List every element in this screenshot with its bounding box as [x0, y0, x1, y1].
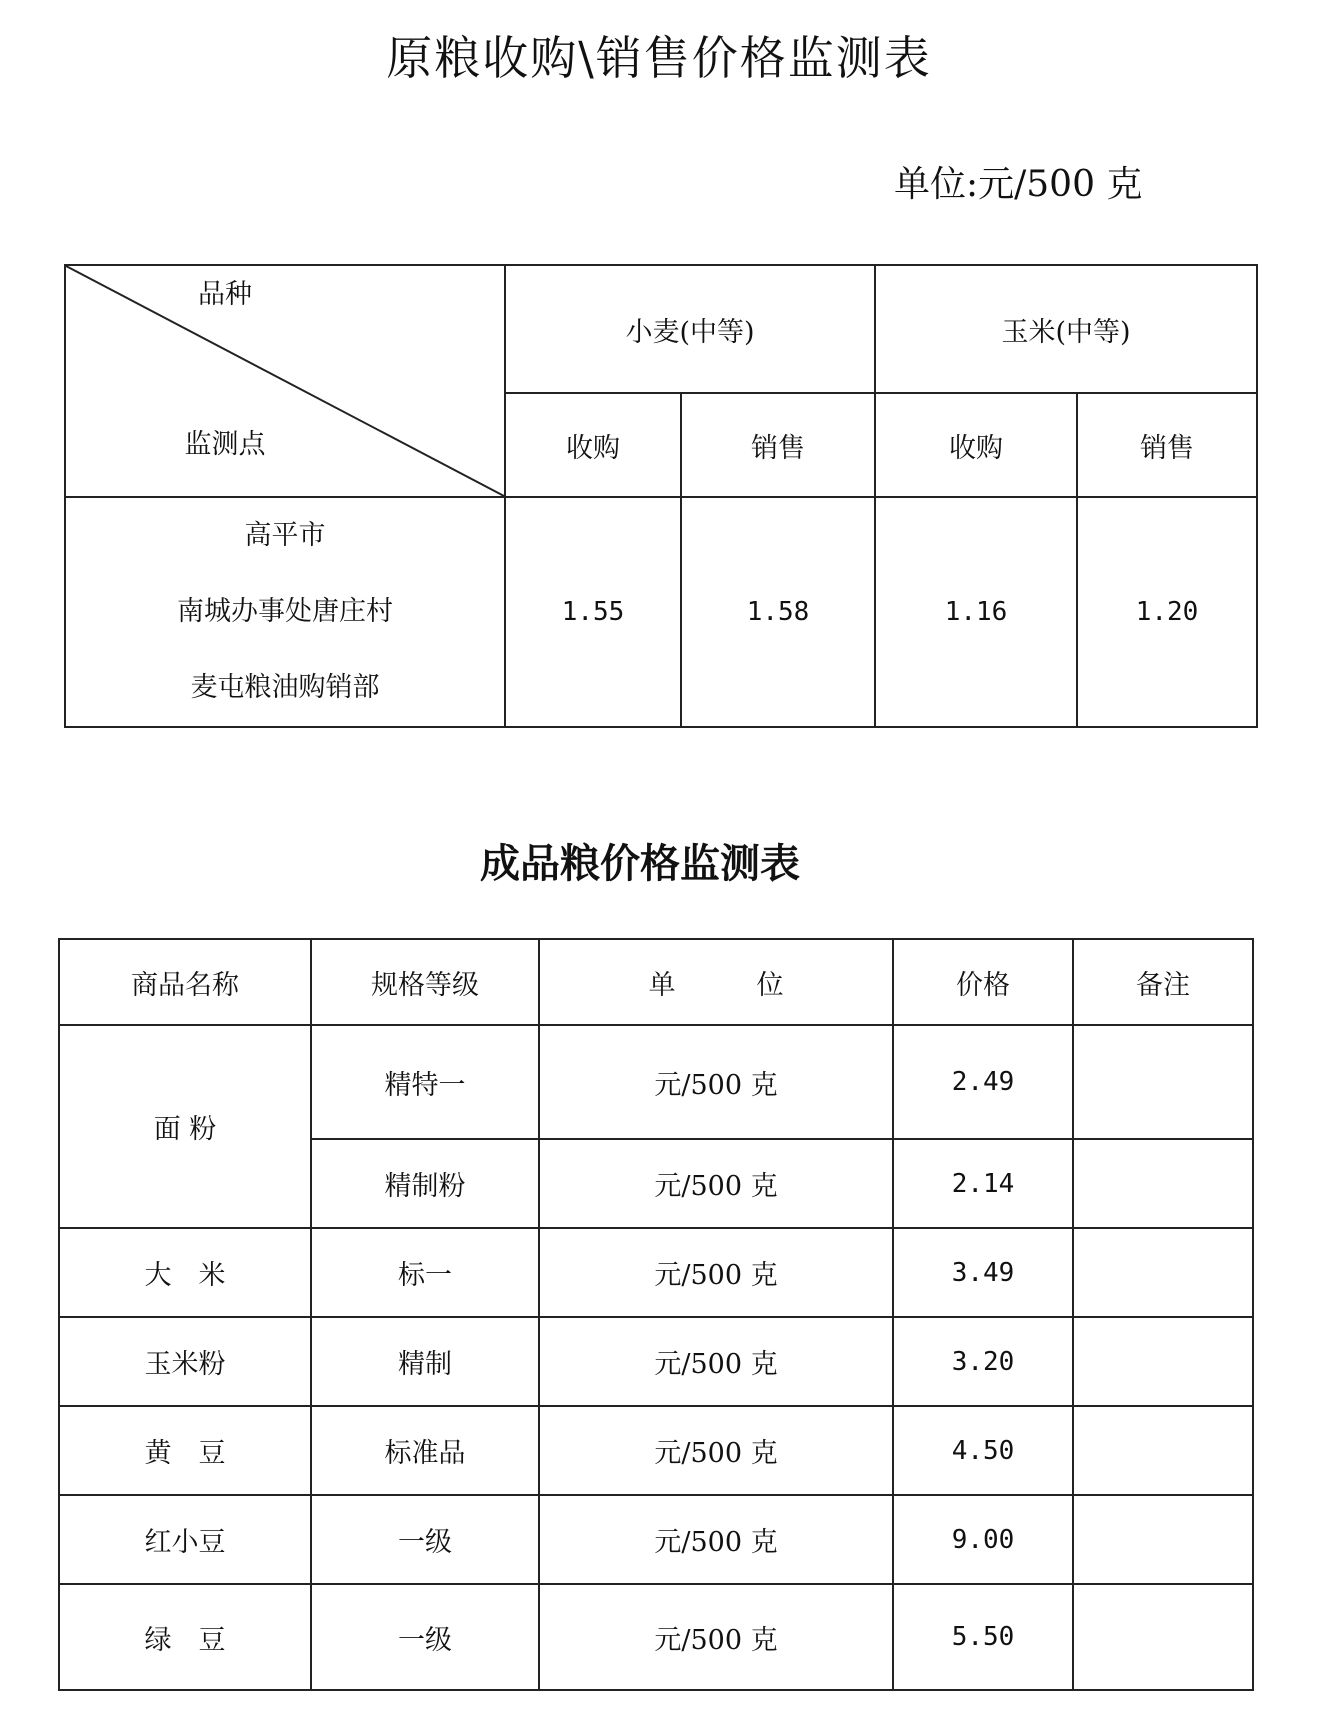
corner-variety-label: 品种 [198, 279, 252, 310]
corn-sell-price: 1.20 [1077, 497, 1257, 727]
wheat-sell-price: 1.58 [681, 497, 875, 727]
product-price: 5.50 [893, 1584, 1073, 1690]
product-name: 大 米 [59, 1228, 311, 1317]
product-unit: 元/500 克 [539, 1025, 893, 1139]
table-row [59, 1025, 1253, 1139]
product-note [1073, 1025, 1253, 1139]
unit-label: 单位:元/500 克 [894, 164, 1143, 205]
site-line: 麦屯粮油购销部 [190, 672, 380, 703]
product-name: 面 粉 [59, 1025, 311, 1228]
product-grade: 精制 [311, 1317, 539, 1406]
product-unit: 元/500 克 [539, 1139, 893, 1228]
product-grade: 标一 [311, 1228, 539, 1317]
header-unit: 单 位 [539, 939, 893, 1025]
product-name: 红小豆 [59, 1495, 311, 1584]
product-unit: 元/500 克 [539, 1584, 893, 1690]
product-grade: 精特一 [311, 1025, 539, 1139]
corn-buy-header: 收购 [875, 393, 1077, 497]
table-header-row [59, 939, 1253, 1025]
corner-header-cell [65, 265, 505, 497]
corn-header: 玉米(中等) [875, 265, 1257, 393]
monitoring-site-cell [65, 497, 505, 727]
corn-sell-header: 销售 [1077, 393, 1257, 497]
product-unit: 元/500 克 [539, 1228, 893, 1317]
header-grade: 规格等级 [311, 939, 539, 1025]
site-line: 高平市 [244, 520, 326, 551]
site-line: 南城办事处唐庄村 [177, 596, 393, 627]
product-price: 4.50 [893, 1406, 1073, 1495]
table-row [59, 1317, 1253, 1406]
product-note [1073, 1228, 1253, 1317]
product-unit: 元/500 克 [539, 1495, 893, 1584]
product-unit: 元/500 克 [539, 1317, 893, 1406]
table-row [59, 1584, 1253, 1690]
product-note [1073, 1139, 1253, 1228]
product-name: 绿 豆 [59, 1584, 311, 1690]
product-price: 9.00 [893, 1495, 1073, 1584]
table-row [59, 1495, 1253, 1584]
header-price: 价格 [893, 939, 1073, 1025]
raw-grain-price-table [64, 264, 1258, 728]
product-unit: 元/500 克 [539, 1406, 893, 1495]
product-price: 2.14 [893, 1139, 1073, 1228]
corn-buy-price: 1.16 [875, 497, 1077, 727]
finished-grain-price-table [58, 938, 1254, 1691]
product-price: 3.20 [893, 1317, 1073, 1406]
document-title: 原粮收购\销售价格监测表 [386, 31, 932, 85]
corner-site-label: 监测点 [184, 429, 266, 460]
product-name: 黄 豆 [59, 1406, 311, 1495]
product-note [1073, 1584, 1253, 1690]
wheat-buy-price: 1.55 [505, 497, 681, 727]
product-grade: 一级 [311, 1495, 539, 1584]
product-name: 玉米粉 [59, 1317, 311, 1406]
finished-grain-title: 成品粮价格监测表 [480, 841, 800, 887]
table-row [59, 1228, 1253, 1317]
table-row [59, 1406, 1253, 1495]
wheat-sell-header: 销售 [681, 393, 875, 497]
wheat-buy-header: 收购 [505, 393, 681, 497]
product-grade: 标准品 [311, 1406, 539, 1495]
product-note [1073, 1406, 1253, 1495]
product-price: 3.49 [893, 1228, 1073, 1317]
header-product-name: 商品名称 [59, 939, 311, 1025]
wheat-header: 小麦(中等) [505, 265, 875, 393]
product-note [1073, 1495, 1253, 1584]
product-note [1073, 1317, 1253, 1406]
product-grade: 精制粉 [311, 1139, 539, 1228]
product-grade: 一级 [311, 1584, 539, 1690]
product-price: 2.49 [893, 1025, 1073, 1139]
header-note: 备注 [1073, 939, 1253, 1025]
